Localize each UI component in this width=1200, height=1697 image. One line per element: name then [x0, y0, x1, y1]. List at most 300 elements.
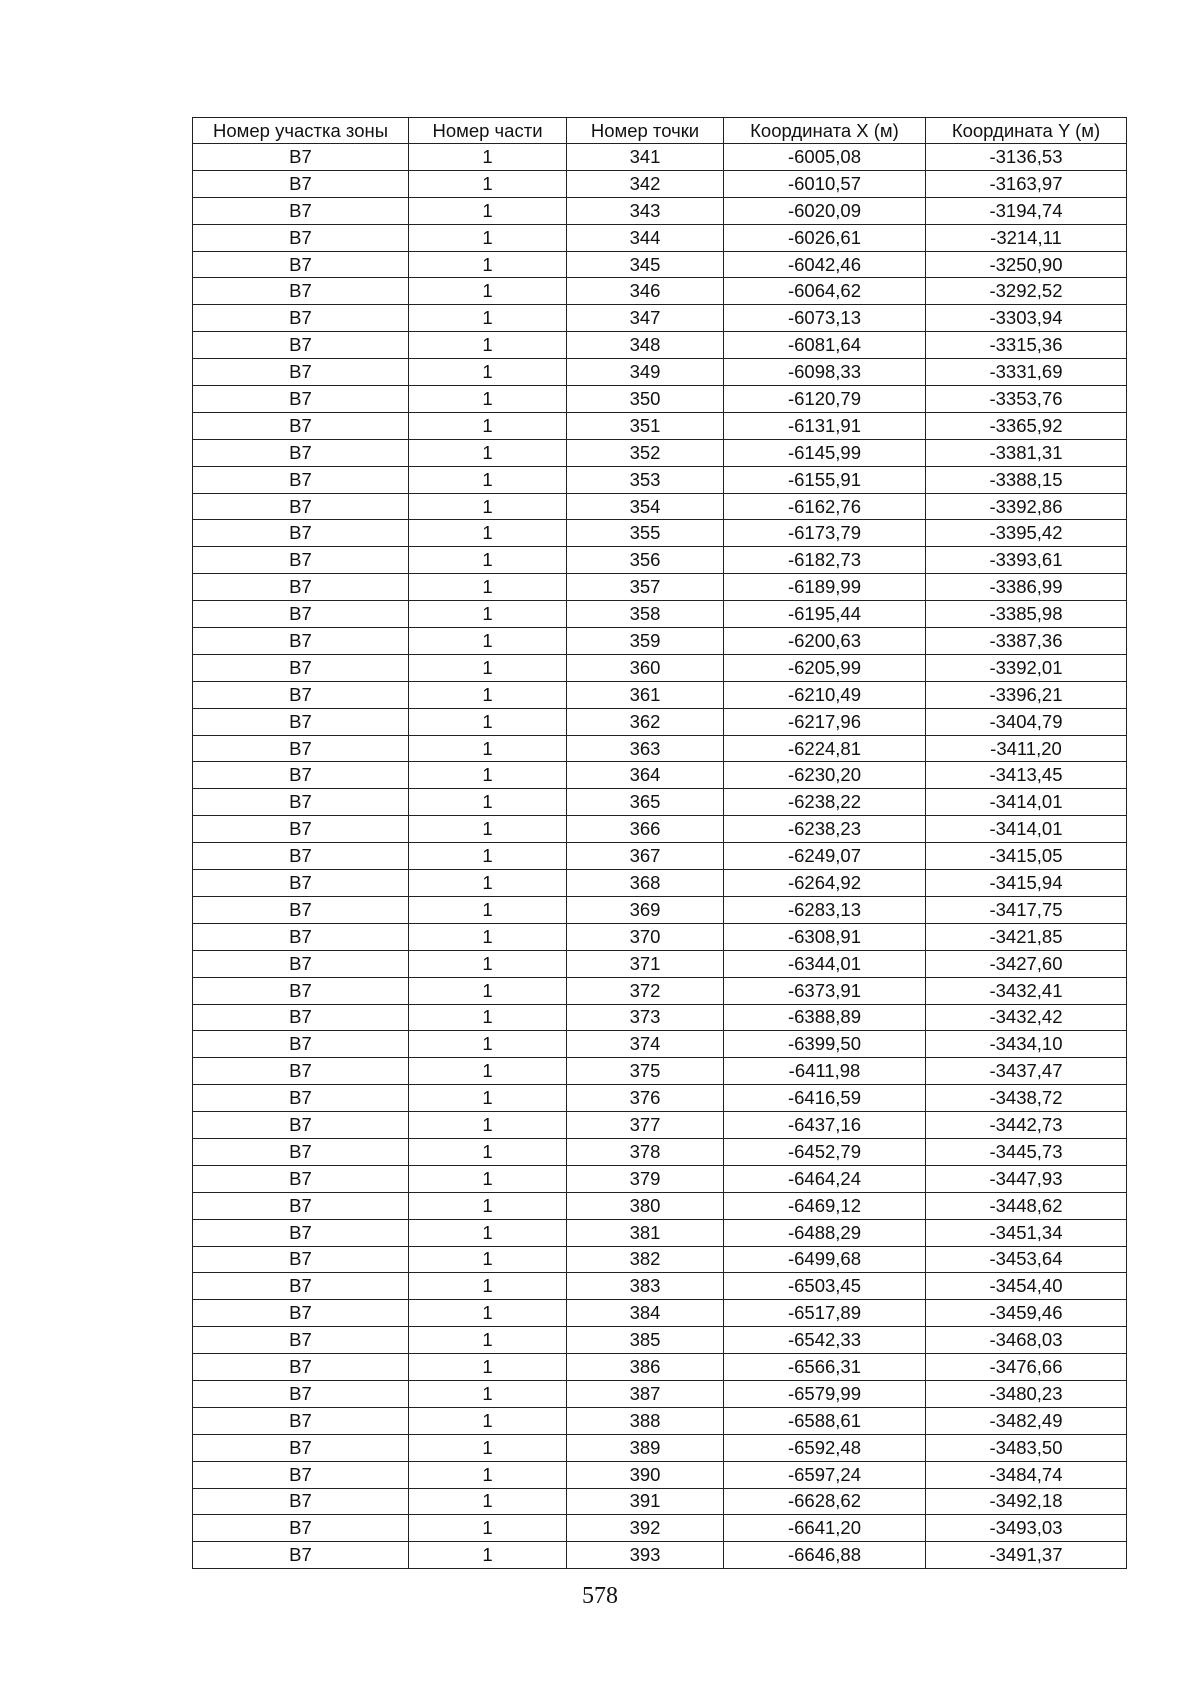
cell-part-number: 1: [409, 493, 567, 520]
cell-part-number: 1: [409, 1380, 567, 1407]
cell-coordinate-y: -3392,01: [926, 654, 1127, 681]
table-row: [193, 1488, 1127, 1515]
cell-zone-section: В7: [193, 1300, 409, 1327]
cell-part-number: 1: [409, 1273, 567, 1300]
cell-zone-section: В7: [193, 950, 409, 977]
cell-zone-section: В7: [193, 681, 409, 708]
cell-coordinate-x: -6131,91: [724, 412, 926, 439]
cell-coordinate-y: -3388,15: [926, 466, 1127, 493]
cell-point-number: 393: [567, 1542, 724, 1569]
cell-part-number: 1: [409, 170, 567, 197]
cell-zone-section: В7: [193, 896, 409, 923]
cell-point-number: 385: [567, 1327, 724, 1354]
table-row: [193, 1273, 1127, 1300]
cell-part-number: 1: [409, 520, 567, 547]
table-row: [193, 843, 1127, 870]
page-number: 578: [582, 1583, 618, 1609]
cell-zone-section: В7: [193, 1192, 409, 1219]
table-row: [193, 412, 1127, 439]
cell-coordinate-x: -6155,91: [724, 466, 926, 493]
cell-zone-section: В7: [193, 1354, 409, 1381]
table-row: [193, 1300, 1127, 1327]
cell-zone-section: В7: [193, 789, 409, 816]
table-row: [193, 762, 1127, 789]
cell-part-number: 1: [409, 1542, 567, 1569]
table-row: [193, 816, 1127, 843]
cell-coordinate-x: -6437,16: [724, 1112, 926, 1139]
cell-coordinate-x: -6064,62: [724, 278, 926, 305]
cell-coordinate-y: -3413,45: [926, 762, 1127, 789]
cell-coordinate-x: -6597,24: [724, 1461, 926, 1488]
table-row: [193, 1515, 1127, 1542]
header-zone-section: Номер участка зоны: [193, 118, 409, 144]
cell-part-number: 1: [409, 1085, 567, 1112]
cell-coordinate-y: -3453,64: [926, 1246, 1127, 1273]
cell-point-number: 363: [567, 735, 724, 762]
table-row: [193, 493, 1127, 520]
cell-point-number: 356: [567, 547, 724, 574]
cell-part-number: 1: [409, 923, 567, 950]
cell-part-number: 1: [409, 843, 567, 870]
table-row: [193, 896, 1127, 923]
cell-coordinate-x: -6399,50: [724, 1031, 926, 1058]
table-row: [193, 574, 1127, 601]
cell-coordinate-x: -6238,22: [724, 789, 926, 816]
cell-zone-section: В7: [193, 1434, 409, 1461]
cell-coordinate-y: -3136,53: [926, 144, 1127, 171]
table-row: [193, 789, 1127, 816]
cell-part-number: 1: [409, 1434, 567, 1461]
cell-coordinate-y: -3468,03: [926, 1327, 1127, 1354]
cell-coordinate-y: -3491,37: [926, 1542, 1127, 1569]
cell-coordinate-y: -3163,97: [926, 170, 1127, 197]
cell-point-number: 362: [567, 708, 724, 735]
cell-coordinate-y: -3194,74: [926, 197, 1127, 224]
cell-coordinate-y: -3385,98: [926, 601, 1127, 628]
cell-part-number: 1: [409, 789, 567, 816]
table-row: [193, 923, 1127, 950]
cell-coordinate-y: -3365,92: [926, 412, 1127, 439]
cell-coordinate-y: -3442,73: [926, 1112, 1127, 1139]
cell-zone-section: В7: [193, 843, 409, 870]
cell-coordinate-y: -3331,69: [926, 359, 1127, 386]
cell-coordinate-y: -3432,41: [926, 977, 1127, 1004]
cell-zone-section: В7: [193, 170, 409, 197]
cell-part-number: 1: [409, 1407, 567, 1434]
cell-point-number: 371: [567, 950, 724, 977]
cell-coordinate-y: -3250,90: [926, 251, 1127, 278]
cell-part-number: 1: [409, 1300, 567, 1327]
cell-part-number: 1: [409, 1219, 567, 1246]
cell-part-number: 1: [409, 359, 567, 386]
cell-coordinate-y: -3482,49: [926, 1407, 1127, 1434]
cell-part-number: 1: [409, 896, 567, 923]
cell-part-number: 1: [409, 278, 567, 305]
cell-point-number: 346: [567, 278, 724, 305]
cell-coordinate-x: -6145,99: [724, 439, 926, 466]
table-row: [193, 681, 1127, 708]
cell-coordinate-x: -6469,12: [724, 1192, 926, 1219]
table-row: [193, 251, 1127, 278]
cell-zone-section: В7: [193, 251, 409, 278]
table-body: [193, 144, 1127, 1569]
cell-zone-section: В7: [193, 870, 409, 897]
cell-coordinate-y: -3395,42: [926, 520, 1127, 547]
cell-part-number: 1: [409, 1515, 567, 1542]
table-row: [193, 1112, 1127, 1139]
cell-coordinate-x: -6073,13: [724, 305, 926, 332]
cell-coordinate-y: -3492,18: [926, 1488, 1127, 1515]
table-row: [193, 1434, 1127, 1461]
cell-zone-section: В7: [193, 708, 409, 735]
cell-point-number: 379: [567, 1165, 724, 1192]
cell-point-number: 380: [567, 1192, 724, 1219]
cell-coordinate-y: -3437,47: [926, 1058, 1127, 1085]
cell-point-number: 382: [567, 1246, 724, 1273]
cell-coordinate-y: -3484,74: [926, 1461, 1127, 1488]
cell-coordinate-x: -6373,91: [724, 977, 926, 1004]
cell-point-number: 344: [567, 224, 724, 251]
cell-zone-section: В7: [193, 762, 409, 789]
cell-zone-section: В7: [193, 654, 409, 681]
cell-coordinate-x: -6173,79: [724, 520, 926, 547]
cell-point-number: 388: [567, 1407, 724, 1434]
cell-zone-section: В7: [193, 359, 409, 386]
table-row: [193, 601, 1127, 628]
cell-part-number: 1: [409, 144, 567, 171]
cell-point-number: 381: [567, 1219, 724, 1246]
cell-coordinate-x: -6566,31: [724, 1354, 926, 1381]
cell-part-number: 1: [409, 654, 567, 681]
cell-coordinate-x: -6488,29: [724, 1219, 926, 1246]
cell-coordinate-x: -6464,24: [724, 1165, 926, 1192]
table-row: [193, 439, 1127, 466]
cell-point-number: 355: [567, 520, 724, 547]
cell-part-number: 1: [409, 251, 567, 278]
cell-zone-section: В7: [193, 1380, 409, 1407]
cell-zone-section: В7: [193, 466, 409, 493]
cell-coordinate-y: -3448,62: [926, 1192, 1127, 1219]
cell-coordinate-y: -3414,01: [926, 816, 1127, 843]
cell-coordinate-y: -3404,79: [926, 708, 1127, 735]
cell-point-number: 391: [567, 1488, 724, 1515]
cell-zone-section: В7: [193, 1327, 409, 1354]
table-row: [193, 1192, 1127, 1219]
cell-part-number: 1: [409, 1354, 567, 1381]
cell-part-number: 1: [409, 1112, 567, 1139]
cell-point-number: 349: [567, 359, 724, 386]
cell-coordinate-x: -6588,61: [724, 1407, 926, 1434]
cell-point-number: 374: [567, 1031, 724, 1058]
cell-point-number: 369: [567, 896, 724, 923]
cell-zone-section: В7: [193, 1246, 409, 1273]
cell-zone-section: В7: [193, 1273, 409, 1300]
cell-coordinate-x: -6388,89: [724, 1004, 926, 1031]
cell-zone-section: В7: [193, 1515, 409, 1542]
cell-part-number: 1: [409, 870, 567, 897]
cell-coordinate-y: -3445,73: [926, 1138, 1127, 1165]
cell-point-number: 357: [567, 574, 724, 601]
cell-coordinate-y: -3451,34: [926, 1219, 1127, 1246]
table-row: [193, 1354, 1127, 1381]
cell-coordinate-x: -6411,98: [724, 1058, 926, 1085]
cell-zone-section: В7: [193, 493, 409, 520]
cell-point-number: 345: [567, 251, 724, 278]
cell-coordinate-x: -6517,89: [724, 1300, 926, 1327]
cell-coordinate-y: -3415,94: [926, 870, 1127, 897]
cell-coordinate-x: -6010,57: [724, 170, 926, 197]
cell-part-number: 1: [409, 1031, 567, 1058]
cell-point-number: 392: [567, 1515, 724, 1542]
cell-zone-section: В7: [193, 1488, 409, 1515]
cell-zone-section: В7: [193, 1112, 409, 1139]
cell-zone-section: В7: [193, 1407, 409, 1434]
cell-coordinate-y: -3438,72: [926, 1085, 1127, 1112]
cell-point-number: 342: [567, 170, 724, 197]
cell-coordinate-x: -6249,07: [724, 843, 926, 870]
table-row: [193, 547, 1127, 574]
cell-zone-section: В7: [193, 144, 409, 171]
cell-zone-section: В7: [193, 412, 409, 439]
cell-part-number: 1: [409, 1004, 567, 1031]
cell-point-number: 351: [567, 412, 724, 439]
cell-coordinate-x: -6182,73: [724, 547, 926, 574]
table-row: [193, 735, 1127, 762]
cell-zone-section: В7: [193, 601, 409, 628]
cell-part-number: 1: [409, 439, 567, 466]
cell-coordinate-x: -6503,45: [724, 1273, 926, 1300]
cell-coordinate-y: -3381,31: [926, 439, 1127, 466]
cell-part-number: 1: [409, 224, 567, 251]
cell-part-number: 1: [409, 197, 567, 224]
cell-part-number: 1: [409, 816, 567, 843]
cell-part-number: 1: [409, 708, 567, 735]
cell-coordinate-x: -6592,48: [724, 1434, 926, 1461]
cell-zone-section: В7: [193, 197, 409, 224]
table-row: [193, 224, 1127, 251]
header-point-number: Номер точки: [567, 118, 724, 144]
cell-point-number: 383: [567, 1273, 724, 1300]
cell-coordinate-y: -3386,99: [926, 574, 1127, 601]
cell-part-number: 1: [409, 977, 567, 1004]
cell-coordinate-x: -6238,23: [724, 816, 926, 843]
cell-zone-section: В7: [193, 278, 409, 305]
table-row: [193, 628, 1127, 655]
cell-part-number: 1: [409, 1488, 567, 1515]
cell-coordinate-x: -6646,88: [724, 1542, 926, 1569]
cell-coordinate-y: -3454,40: [926, 1273, 1127, 1300]
header-coordinate-y: Координата Y (м): [926, 118, 1127, 144]
cell-point-number: 364: [567, 762, 724, 789]
cell-coordinate-y: -3411,20: [926, 735, 1127, 762]
cell-point-number: 358: [567, 601, 724, 628]
cell-coordinate-x: -6499,68: [724, 1246, 926, 1273]
cell-coordinate-x: -6098,33: [724, 359, 926, 386]
cell-coordinate-x: -6542,33: [724, 1327, 926, 1354]
cell-coordinate-y: -3432,42: [926, 1004, 1127, 1031]
cell-point-number: 384: [567, 1300, 724, 1327]
cell-coordinate-x: -6283,13: [724, 896, 926, 923]
table-row: [193, 332, 1127, 359]
table-row: [193, 305, 1127, 332]
cell-part-number: 1: [409, 412, 567, 439]
cell-coordinate-y: -3476,66: [926, 1354, 1127, 1381]
cell-coordinate-x: -6189,99: [724, 574, 926, 601]
cell-coordinate-x: -6162,76: [724, 493, 926, 520]
cell-point-number: 375: [567, 1058, 724, 1085]
header-row: [193, 118, 1127, 144]
cell-part-number: 1: [409, 547, 567, 574]
table-row: [193, 466, 1127, 493]
cell-coordinate-x: -6230,20: [724, 762, 926, 789]
cell-point-number: 386: [567, 1354, 724, 1381]
cell-coordinate-y: -3387,36: [926, 628, 1127, 655]
cell-coordinate-x: -6416,59: [724, 1085, 926, 1112]
cell-part-number: 1: [409, 466, 567, 493]
cell-point-number: 373: [567, 1004, 724, 1031]
cell-part-number: 1: [409, 1327, 567, 1354]
cell-part-number: 1: [409, 1058, 567, 1085]
cell-zone-section: В7: [193, 1085, 409, 1112]
cell-point-number: 377: [567, 1112, 724, 1139]
cell-point-number: 365: [567, 789, 724, 816]
cell-zone-section: В7: [193, 1542, 409, 1569]
table-row: [193, 197, 1127, 224]
table-row: [193, 708, 1127, 735]
cell-zone-section: В7: [193, 816, 409, 843]
cell-coordinate-x: -6344,01: [724, 950, 926, 977]
table-row: [193, 870, 1127, 897]
cell-part-number: 1: [409, 950, 567, 977]
cell-zone-section: В7: [193, 1138, 409, 1165]
cell-part-number: 1: [409, 1165, 567, 1192]
cell-coordinate-x: -6264,92: [724, 870, 926, 897]
table-row: [193, 1407, 1127, 1434]
cell-point-number: 347: [567, 305, 724, 332]
cell-zone-section: В7: [193, 628, 409, 655]
cell-coordinate-x: -6195,44: [724, 601, 926, 628]
cell-coordinate-y: -3214,11: [926, 224, 1127, 251]
cell-coordinate-y: -3393,61: [926, 547, 1127, 574]
cell-coordinate-x: -6224,81: [724, 735, 926, 762]
cell-zone-section: В7: [193, 1165, 409, 1192]
cell-zone-section: В7: [193, 439, 409, 466]
cell-coordinate-y: -3396,21: [926, 681, 1127, 708]
cell-coordinate-y: -3480,23: [926, 1380, 1127, 1407]
cell-point-number: 352: [567, 439, 724, 466]
cell-part-number: 1: [409, 386, 567, 413]
cell-zone-section: В7: [193, 923, 409, 950]
cell-coordinate-x: -6217,96: [724, 708, 926, 735]
cell-coordinate-y: -3447,93: [926, 1165, 1127, 1192]
table-row: [193, 1542, 1127, 1569]
cell-part-number: 1: [409, 1246, 567, 1273]
cell-zone-section: В7: [193, 1004, 409, 1031]
cell-part-number: 1: [409, 681, 567, 708]
cell-coordinate-y: -3415,05: [926, 843, 1127, 870]
cell-point-number: 390: [567, 1461, 724, 1488]
table-row: [193, 1138, 1127, 1165]
cell-coordinate-x: -6579,99: [724, 1380, 926, 1407]
cell-coordinate-x: -6308,91: [724, 923, 926, 950]
cell-part-number: 1: [409, 735, 567, 762]
cell-point-number: 361: [567, 681, 724, 708]
header-coordinate-x: Координата X (м): [724, 118, 926, 144]
table-row: [193, 386, 1127, 413]
table-row: [193, 520, 1127, 547]
cell-zone-section: В7: [193, 1219, 409, 1246]
table-row: [193, 1058, 1127, 1085]
cell-part-number: 1: [409, 574, 567, 601]
cell-coordinate-y: -3303,94: [926, 305, 1127, 332]
cell-point-number: 348: [567, 332, 724, 359]
cell-zone-section: В7: [193, 1058, 409, 1085]
cell-zone-section: В7: [193, 520, 409, 547]
cell-zone-section: В7: [193, 574, 409, 601]
cell-coordinate-x: -6020,09: [724, 197, 926, 224]
table-row: [193, 1219, 1127, 1246]
table-row: [193, 1031, 1127, 1058]
cell-coordinate-y: -3417,75: [926, 896, 1127, 923]
cell-point-number: 376: [567, 1085, 724, 1112]
table-row: [193, 1461, 1127, 1488]
cell-coordinate-x: -6210,49: [724, 681, 926, 708]
table-row: [193, 654, 1127, 681]
cell-point-number: 350: [567, 386, 724, 413]
table-row: [193, 278, 1127, 305]
cell-coordinate-x: -6042,46: [724, 251, 926, 278]
cell-point-number: 378: [567, 1138, 724, 1165]
table-row: [193, 1085, 1127, 1112]
cell-coordinate-x: -6205,99: [724, 654, 926, 681]
cell-zone-section: В7: [193, 1031, 409, 1058]
table-row: [193, 170, 1127, 197]
cell-part-number: 1: [409, 601, 567, 628]
cell-point-number: 366: [567, 816, 724, 843]
cell-part-number: 1: [409, 628, 567, 655]
cell-point-number: 389: [567, 1434, 724, 1461]
cell-coordinate-y: -3414,01: [926, 789, 1127, 816]
cell-coordinate-y: -3459,46: [926, 1300, 1127, 1327]
cell-part-number: 1: [409, 1138, 567, 1165]
cell-coordinate-y: -3434,10: [926, 1031, 1127, 1058]
cell-coordinate-y: -3315,36: [926, 332, 1127, 359]
cell-zone-section: В7: [193, 547, 409, 574]
cell-coordinate-x: -6005,08: [724, 144, 926, 171]
table-row: [193, 1004, 1127, 1031]
table-row: [193, 1380, 1127, 1407]
cell-coordinate-x: -6641,20: [724, 1515, 926, 1542]
cell-zone-section: В7: [193, 386, 409, 413]
cell-point-number: 343: [567, 197, 724, 224]
table-row: [193, 1165, 1127, 1192]
cell-coordinate-x: -6628,62: [724, 1488, 926, 1515]
cell-coordinate-y: -3421,85: [926, 923, 1127, 950]
cell-zone-section: В7: [193, 224, 409, 251]
cell-part-number: 1: [409, 305, 567, 332]
cell-zone-section: В7: [193, 305, 409, 332]
cell-coordinate-y: -3427,60: [926, 950, 1127, 977]
cell-coordinate-y: -3353,76: [926, 386, 1127, 413]
cell-point-number: 353: [567, 466, 724, 493]
table-row: [193, 977, 1127, 1004]
cell-part-number: 1: [409, 1192, 567, 1219]
cell-zone-section: В7: [193, 735, 409, 762]
cell-point-number: 387: [567, 1380, 724, 1407]
cell-part-number: 1: [409, 1461, 567, 1488]
table-row: [193, 144, 1127, 171]
cell-point-number: 360: [567, 654, 724, 681]
